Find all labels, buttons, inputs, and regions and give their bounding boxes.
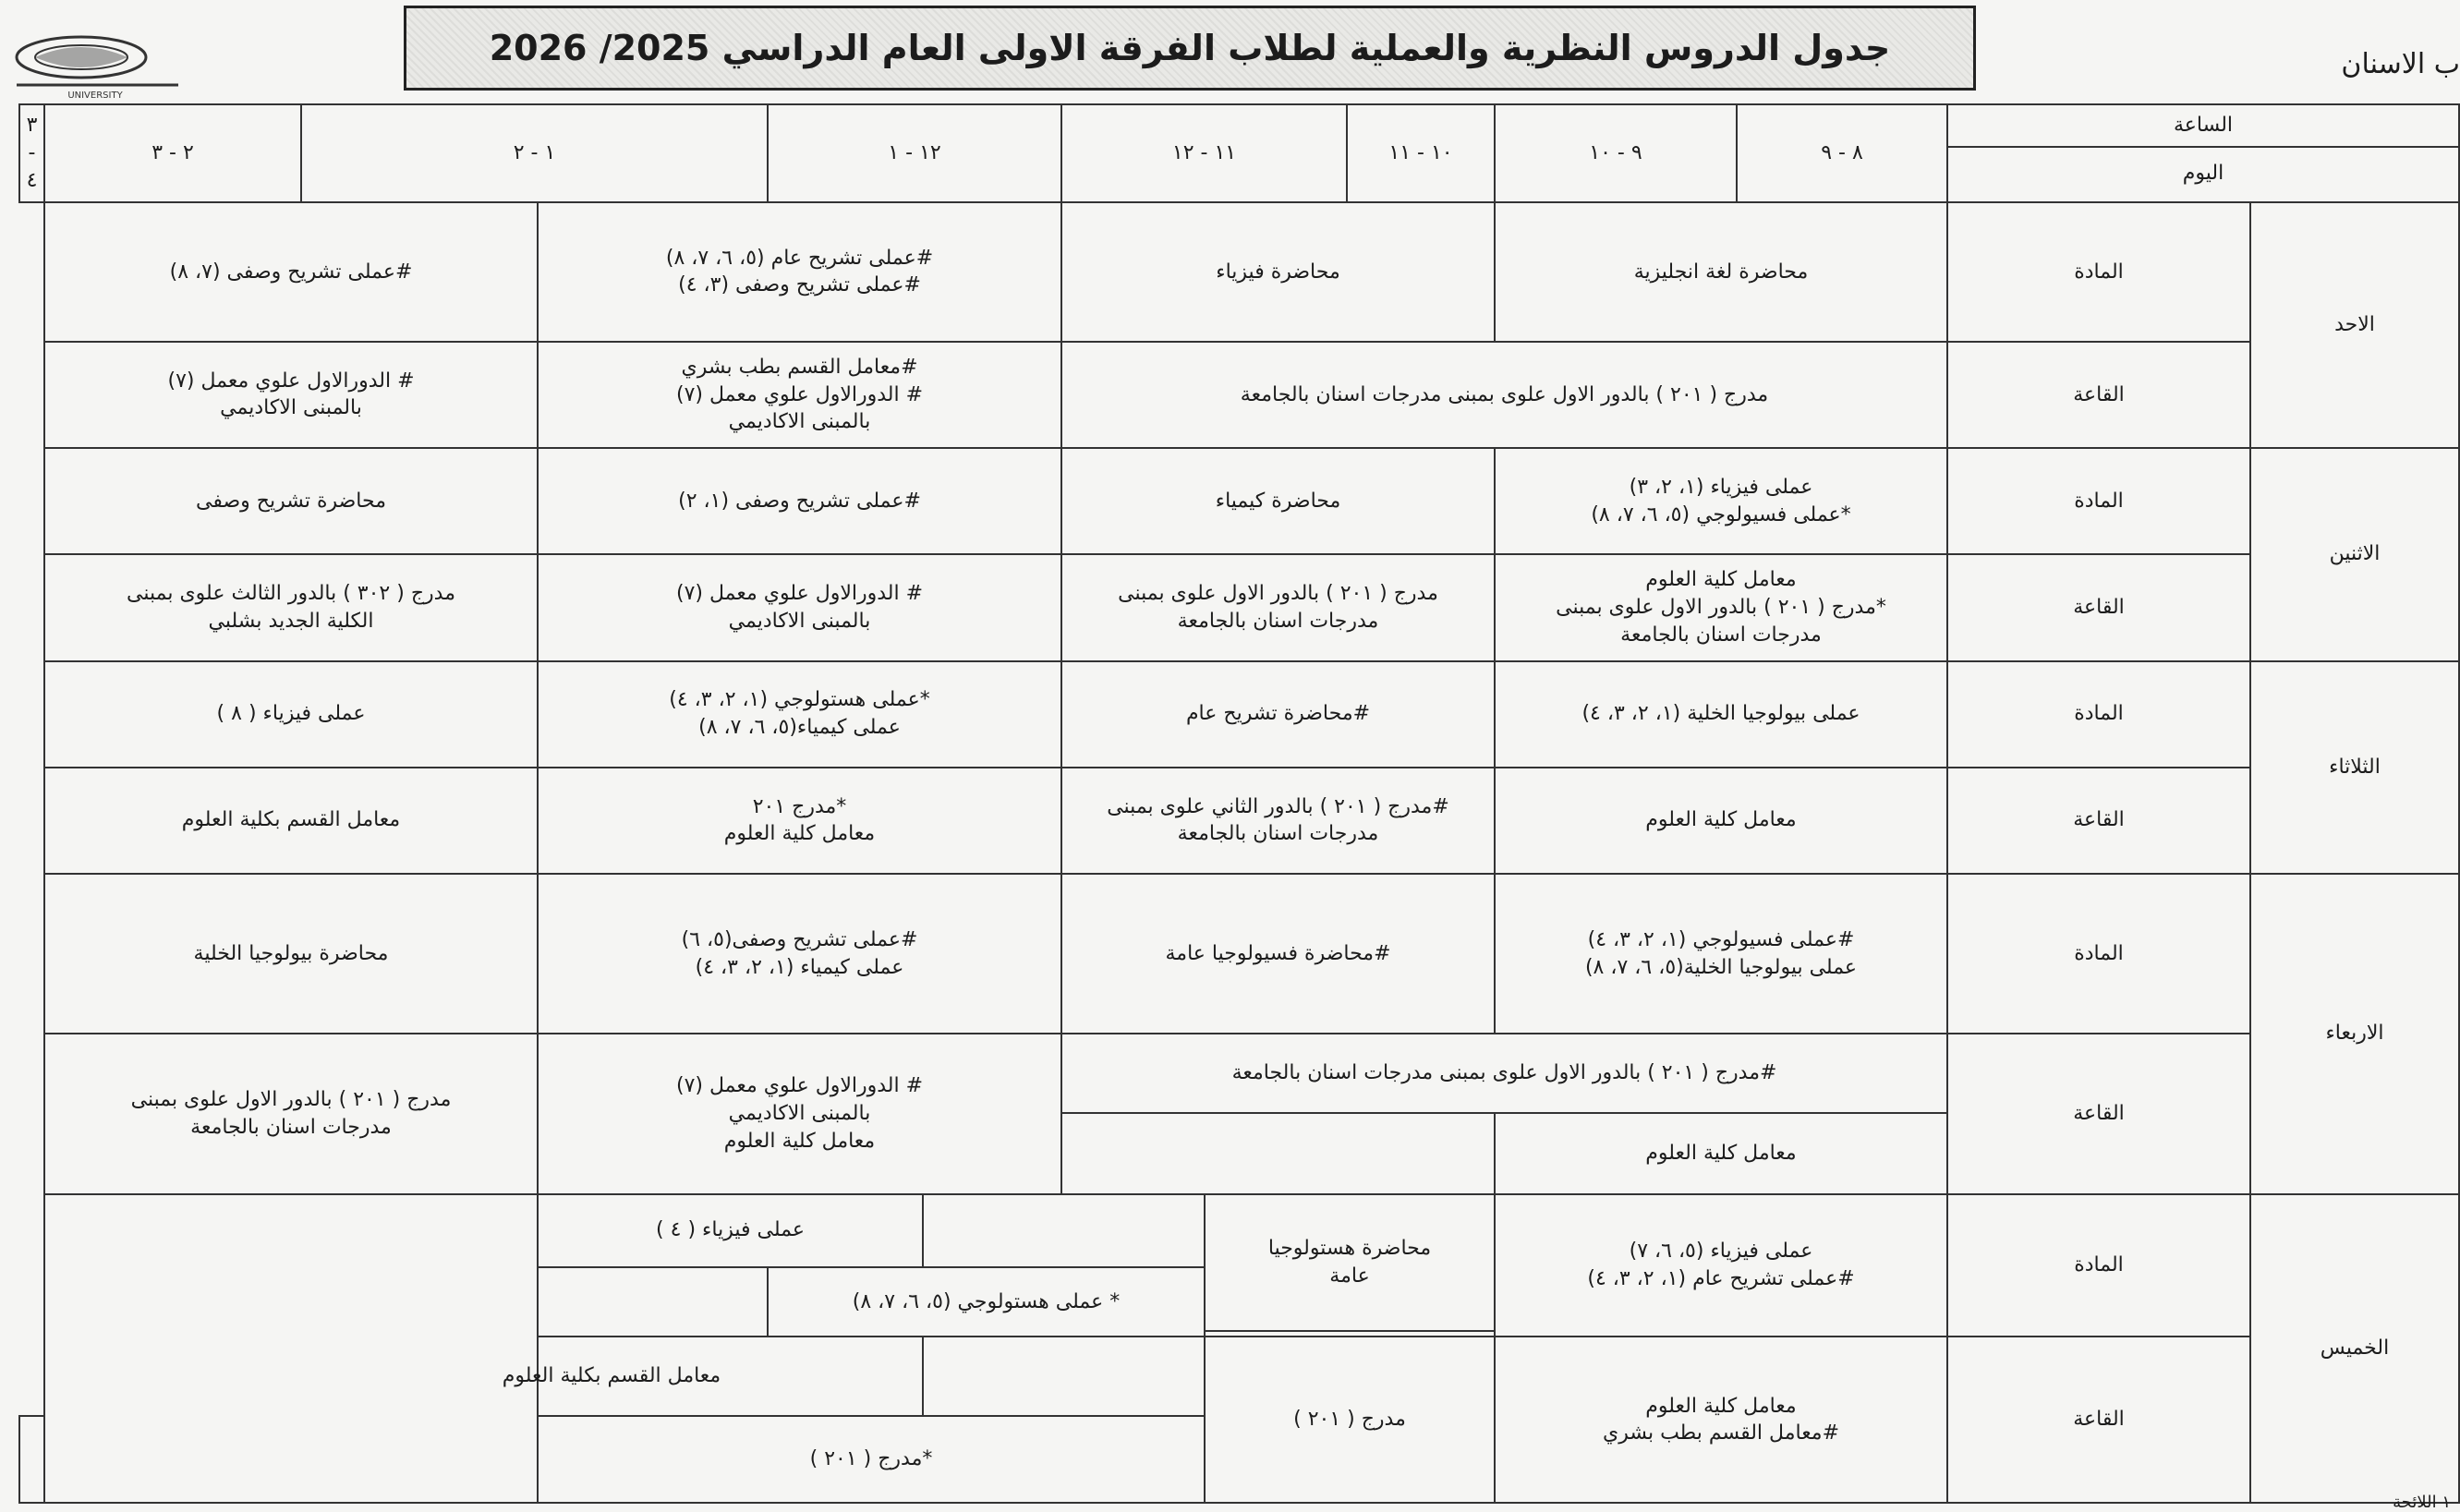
tuesday-hall-a: معامل كلية العلوم: [1495, 768, 1947, 874]
monday-subject-a-line-1: عملى فيزياء (١، ٢، ٣): [1629, 476, 1813, 499]
monday-hall-a-line-1: معامل كلية العلوم: [1645, 568, 1797, 592]
thursday-subject-c: عملى فيزياء ( ٤ ): [538, 1194, 923, 1268]
time-slot-1: ٨ - ٩: [1737, 104, 1947, 202]
thursday-subject-a-line-1: عملى فيزياء (٥، ٦، ٧): [1629, 1240, 1813, 1264]
time-slot-2: ٩ - ١٠: [1495, 104, 1737, 202]
sunday-subject-d: #عملى تشريح وصفى (٧، ٨): [44, 202, 538, 342]
thursday-subject-a-line-2: #عملى تشريح عام (١، ٢، ٣، ٤): [1587, 1266, 1855, 1290]
sunday-hall-a: مدرج ( ٢٠١ ) بالدور الاول علوى بمبنى مدرجات اسنان بالجامعة: [1061, 342, 1947, 448]
thursday-subject-b: [1205, 1194, 1495, 1332]
wednesday-subject-b: #محاضرة فسيولوجيا عامة: [1061, 874, 1495, 1034]
thursday-hall-a: [1495, 1337, 1947, 1503]
row-label-subject: المادة: [1947, 1194, 2250, 1337]
sunday-hall-c: [538, 342, 1061, 448]
monday-subject-b: محاضرة كيمياء: [1061, 448, 1495, 554]
sunday-hall-row: [19, 342, 2459, 448]
tuesday-hall-c-line-1: *مدرج ٢٠١: [752, 794, 847, 818]
thursday-empty-2: [538, 1267, 768, 1337]
row-label-subject: المادة: [1947, 874, 2250, 1034]
wednesday-hall-d-line-1: مدرج ( ٢٠١ ) بالدور الاول علوى بمبنى: [130, 1088, 452, 1112]
row-label-hall: القاعة: [1947, 554, 2250, 660]
university-logo-icon: [7, 28, 183, 102]
row-label-subject: المادة: [1947, 448, 2250, 554]
wednesday-subject-a-line-1: #عملى فسيولوجي (١، ٢، ٣، ٤): [1587, 927, 1855, 951]
time-slot-6: ١ - ٢: [301, 104, 768, 202]
sunday-subject-c-line-2: #عملى تشريح وصفى (٣، ٤): [678, 273, 921, 297]
page-title: جدول الدروس النظرية والعملية لطلاب الفرقة الاولى العام الدراسي 2025/ 2026: [489, 28, 1891, 68]
sunday-hall-c-line-3: بالمبنى الاكاديمي: [728, 410, 871, 434]
monday-hall-b-line-1: مدرج ( ٢٠١ ) بالدور الاول علوى بمبنى: [1118, 582, 1438, 606]
sunday-hall-c-line-1: #معامل القسم بطب بشري: [681, 355, 918, 379]
tuesday-hall-d: معامل القسم بكلية العلوم: [44, 768, 538, 874]
wednesday-hall-c-line-2: بالمبنى الاكاديمي: [728, 1102, 871, 1126]
tuesday-subject-a: عملى بيولوجيا الخلية (١، ٢، ٣، ٤): [1495, 661, 1947, 768]
tuesday-hall-row: [19, 768, 2459, 874]
tuesday-hall-b: [1061, 768, 1495, 874]
monday-hall-a-line-2: *مدرج ( ٢٠١ ) بالدور الاول علوى بمبنى: [1556, 596, 1886, 620]
sunday-subject-c: [538, 202, 1061, 342]
time-slot-3: ١٠ - ١١: [1347, 104, 1495, 202]
schedule-table: [18, 103, 2460, 1504]
day-tuesday: الثلاثاء: [2250, 661, 2459, 874]
wednesday-hall-ab: #مدرج ( ٢٠١ ) بالدور الاول علوى بمبنى مدرجات اسنان بالجامعة: [1061, 1034, 1947, 1113]
hour-day-header: [1947, 104, 2459, 202]
time-slot-8: ٣ - ٤: [19, 104, 44, 202]
sunday-hall-d-line-1: # الدورالاول علوي معمل (٧): [167, 369, 415, 393]
tuesday-subject-d: عملى فيزياء ( ٨ ): [44, 661, 538, 768]
sunday-subject-row: [19, 202, 2459, 342]
wednesday-hall-c-line-1: # الدورالاول علوي معمل (٧): [675, 1074, 924, 1098]
row-label-hall: القاعة: [1947, 768, 2250, 874]
tuesday-hall-b-line-1: #مدرج ( ٢٠١ ) بالدور الثاني علوى بمبنى: [1107, 794, 1449, 818]
monday-subject-d: محاضرة تشريح وصفى: [44, 448, 538, 554]
title-box: [404, 6, 1976, 91]
thursday-subject-a: [1495, 1194, 1947, 1337]
thursday-subject-row-1: [19, 1194, 2459, 1268]
tuesday-hall-c-line-2: معامل كلية العلوم: [723, 822, 876, 846]
thursday-subject-b-line-2: عامة: [1329, 1264, 1370, 1288]
time-slot-4: ١١ - ١٢: [1061, 104, 1347, 202]
monday-hall-a: [1495, 554, 1947, 660]
tuesday-subject-c-line-1: *عملى هستولوجي (١، ٢، ٣، ٤): [669, 688, 930, 712]
wednesday-hall-c-line-3: معامل كلية العلوم: [723, 1129, 876, 1153]
row-label-hall: القاعة: [1947, 1034, 2250, 1193]
monday-hall-c-line-2: بالمبنى الاكاديمي: [728, 609, 871, 633]
monday-hall-d-line-1: مدرج ( ٣٠٢ ) بالدور الثالث علوى بمبنى: [127, 582, 455, 606]
monday-subject-a: [1495, 448, 1947, 554]
day-header-label: اليوم: [2182, 162, 2224, 186]
thursday-hall-a-line-2: #معامل القسم بطب بشري: [1602, 1421, 1840, 1445]
monday-subject-a-line-2: *عملى فسيولوجي (٥، ٦، ٧، ٨): [1591, 502, 1851, 526]
sunday-subject-b: محاضرة فيزياء: [1061, 202, 1495, 342]
footer-note: ١ اللائحة: [2393, 1493, 2451, 1512]
tuesday-subject-b: #محاضرة تشريح عام: [1061, 661, 1495, 768]
tuesday-subject-row: [19, 661, 2459, 768]
svg-text:UNIVERSITY: UNIVERSITY: [67, 91, 123, 101]
day-wednesday: الاربعاء: [2250, 874, 2459, 1194]
monday-hall-d-line-2: الكلية الجديد بشلبي: [208, 609, 374, 633]
time-slot-7: ٢ - ٣: [44, 104, 301, 202]
tuesday-subject-c: [538, 661, 1061, 768]
monday-hall-b-line-2: مدرجات اسنان بالجامعة: [1177, 609, 1379, 633]
thursday-hall-c: معامل القسم بكلية العلوم: [301, 1337, 923, 1416]
row-label-hall: القاعة: [1947, 342, 2250, 448]
tuesday-subject-c-line-2: عملى كيمياء(٥، ٦، ٧، ٨): [698, 716, 901, 740]
row-label-hall: القاعة: [1947, 1337, 2250, 1503]
header-row: [19, 104, 2459, 202]
day-thursday: الخميس: [2250, 1194, 2459, 1503]
thursday-hall-a-line-1: معامل كلية العلوم: [1645, 1394, 1797, 1418]
row-label-subject: المادة: [1947, 202, 2250, 342]
sunday-hall-d-line-2: بالمبنى الاكاديمي: [220, 396, 362, 420]
day-sunday: الاحد: [2250, 202, 2459, 448]
wednesday-subject-c-line-2: عملى كيمياء (١، ٢، ٣، ٤): [695, 955, 904, 979]
monday-hall-row: [19, 554, 2459, 660]
wednesday-subject-c-line-1: #عملى تشريح وصفى(٥، ٦): [681, 927, 918, 951]
university-logo: [7, 28, 183, 102]
wednesday-hall-c: [538, 1034, 1061, 1193]
thursday-subject-b-line-1: محاضرة هستولوجيا: [1267, 1237, 1432, 1261]
thursday-empty-5: [19, 1416, 44, 1503]
wednesday-subject-a-line-2: عملى بيولوجيا الخلية(٥، ٦، ٧، ٨): [1584, 955, 1858, 979]
wednesday-subject-d: محاضرة بيولوجيا الخلية: [44, 874, 538, 1034]
hour-header-label: الساعة: [1948, 105, 2458, 148]
wednesday-hall-d-line-2: مدرجات اسنان بالجامعة: [190, 1115, 392, 1139]
sunday-subject-a: محاضرة لغة انجليزية: [1495, 202, 1947, 342]
thursday-subject-e: * عملى هستولوجي (٥، ٦، ٧، ٨): [768, 1267, 1205, 1337]
time-slot-5: ١٢ - ١: [768, 104, 1061, 202]
row-label-subject: المادة: [1947, 661, 2250, 768]
wednesday-subject-row: [19, 874, 2459, 1034]
day-monday: الاثنين: [2250, 448, 2459, 660]
wednesday-subject-c: [538, 874, 1061, 1034]
wednesday-hall-d: [44, 1034, 538, 1193]
monday-hall-a-line-3: مدرجات اسنان بالجامعة: [1620, 623, 1822, 647]
sunday-hall-d: [44, 342, 538, 448]
monday-hall-d: [44, 554, 538, 660]
faculty-name: ب الاسنان: [2341, 48, 2460, 80]
monday-subject-row: [19, 448, 2459, 554]
wednesday-hall-a: معامل كلية العلوم: [1495, 1113, 1947, 1194]
tuesday-hall-c: [538, 768, 1061, 874]
thursday-hall-e: *مدرج ( ٢٠١ ): [538, 1416, 1205, 1503]
wednesday-hall-row-1: [19, 1034, 2459, 1113]
monday-hall-c-line-1: # الدورالاول علوي معمل (٧): [675, 582, 924, 606]
monday-hall-b: [1061, 554, 1495, 660]
sunday-subject-c-line-1: #عملى تشريح عام (٥، ٦، ٧، ٨): [665, 246, 934, 270]
tuesday-hall-b-line-2: مدرجات اسنان بالجامعة: [1177, 822, 1379, 846]
wednesday-hall-empty: [1061, 1113, 1495, 1194]
thursday-hall-b: مدرج ( ٢٠١ ): [1205, 1337, 1495, 1503]
thursday-empty-1: [923, 1194, 1205, 1268]
monday-hall-c: [538, 554, 1061, 660]
sunday-hall-c-line-2: # الدورالاول علوي معمل (٧): [675, 382, 924, 406]
monday-subject-c: #عملى تشريح وصفى (١، ٢): [538, 448, 1061, 554]
thursday-hall-row-1: [19, 1337, 2459, 1416]
wednesday-subject-a: [1495, 874, 1947, 1034]
thursday-empty-4: [923, 1337, 1205, 1416]
